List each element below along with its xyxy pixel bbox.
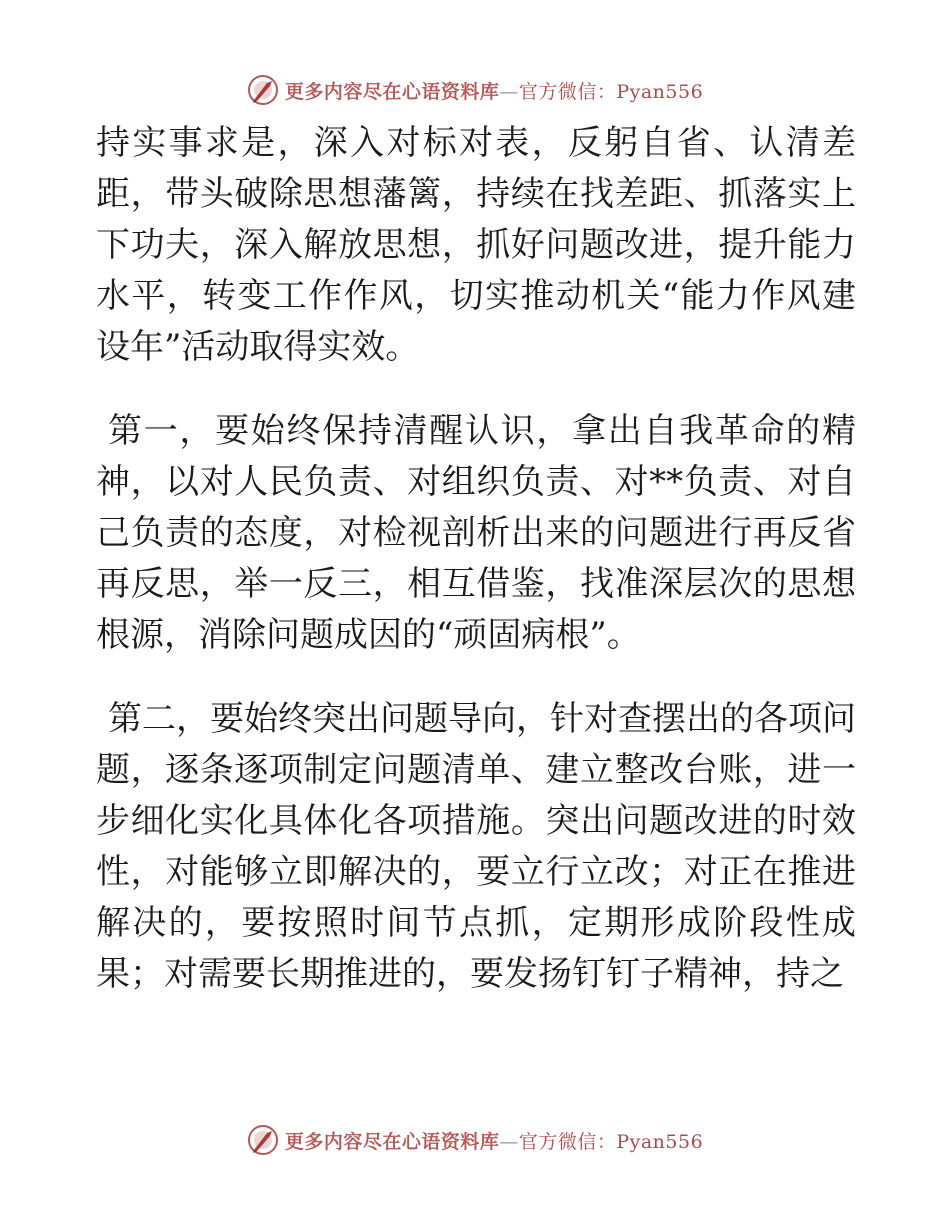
paragraph-1: 持实事求是，深入对标对表，反躬自省、认清差距，带头破除思想藩篱，持续在找差距、抓落实上下功夫，深入解放思想，抓好问题改进，提升能力水平，转变工作作风，切实推动机关“能力作风建设年”活动取得实效。 <box>96 123 856 367</box>
watermark-wechat-text: 官方微信：Pyan556 <box>518 80 704 103</box>
quill-pen-logo-icon <box>247 74 279 106</box>
watermark-group <box>247 74 703 106</box>
watermark-main-text: 更多内容尽在心语资料库 <box>284 80 500 103</box>
watermark-group <box>247 1124 703 1156</box>
watermark-wechat-text: 官方微信：Pyan556 <box>518 1130 704 1153</box>
quill-pen-logo-icon <box>247 1124 279 1156</box>
watermark-separator: — <box>499 80 519 103</box>
watermark-text <box>285 1127 703 1154</box>
document-body <box>96 118 856 1000</box>
paragraph-2: 第一，要始终保持清醒认识，拿出自我革命的精神，以对人民负责、对组织负责、对**负责、对自己负责的态度，对检视剖析出来的问题进行再反省再反思，举一反三，相互借鉴，找准深层次的思想根源，消除问题成因的“顽固病根”。 <box>96 411 856 655</box>
footer-watermark <box>0 1120 950 1160</box>
watermark-main-text: 更多内容尽在心语资料库 <box>284 1130 500 1153</box>
paragraph-3: 第二，要始终突出问题导向，针对查摆出的各项问题，逐条逐项制定问题清单、建立整改台账，进一步细化实化具体化各项措施。突出问题改进的时效性，对能够立即解决的，要立行立改；对正在推进解决的，要按照时间节点抓，定期形成阶段性成果；对需要长期推进的，要发扬钉钉子精神，持之 <box>96 699 856 994</box>
watermark-text <box>285 77 703 104</box>
header-watermark <box>0 70 950 110</box>
watermark-separator: — <box>499 1130 519 1153</box>
